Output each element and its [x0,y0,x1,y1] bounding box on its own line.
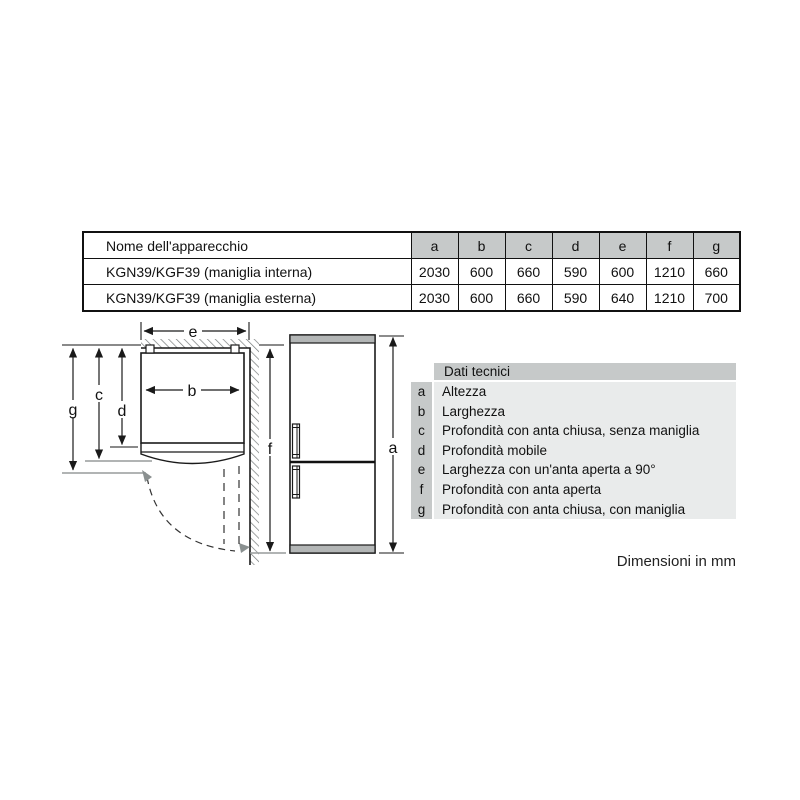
dim-label-a: a [388,440,398,457]
value-cell: 1210 [646,285,693,312]
legend-key: c [411,421,432,441]
legend-item [411,402,736,422]
legend-label: Larghezza [434,402,736,422]
col-header-f: f [646,232,693,259]
value-cell: 1210 [646,259,693,285]
dim-label-d: d [117,403,127,420]
dim-label-c: c [95,387,103,404]
model-name: KGN39/KGF39 (maniglia interna) [83,259,411,285]
legend-item [411,500,736,520]
col-header-a: a [411,232,458,259]
legend-key: a [411,382,432,402]
model-name: KGN39/KGF39 (maniglia esterna) [83,285,411,312]
value-cell: 660 [505,259,552,285]
legend-key: f [411,480,432,500]
legend-item [411,441,736,461]
upper-handle [293,424,300,458]
swing-arrow-start [142,470,152,482]
dim-label-f: f [267,441,273,458]
legend-item [411,460,736,480]
hinge-left [146,345,154,353]
front-view-fridge [290,335,375,553]
col-header-d: d [552,232,599,259]
legend-item [411,421,736,441]
value-cell: 600 [458,259,505,285]
plinth [290,545,375,553]
hinge-right [231,345,239,353]
legend-item [411,382,736,402]
units-caption: Dimensioni in mm [616,553,736,570]
legend-label: Profondità mobile [434,441,736,461]
col-header-g: g [693,232,740,259]
legend-key: e [411,460,432,480]
value-cell: 600 [458,285,505,312]
swing-arrow-end [239,543,250,553]
top-cap [290,335,375,343]
lower-handle [293,466,300,498]
dati-tecnici-legend [411,363,736,519]
dim-label-g: g [68,402,78,419]
legend-label: Larghezza con un'anta aperta a 90° [434,460,736,480]
legend-label: Altezza [434,382,736,402]
legend-key: g [411,500,432,520]
value-cell: 2030 [411,259,458,285]
dim-label-b: b [187,383,197,400]
value-cell: 660 [505,285,552,312]
legend-label: Profondità con anta aperta [434,480,736,500]
value-cell: 640 [599,285,646,312]
table-name-header: Nome dell'apparecchio [83,232,411,259]
top-view-fridge [141,345,244,464]
value-cell: 590 [552,259,599,285]
door-swing [142,466,250,553]
legend-title: Dati tecnici [434,363,736,380]
col-header-c: c [505,232,552,259]
door-swing-arc [147,477,235,551]
col-header-e: e [599,232,646,259]
value-cell: 600 [599,259,646,285]
value-cell: 660 [693,259,740,285]
legend-item [411,480,736,500]
col-header-b: b [458,232,505,259]
door-closed-front [141,443,244,464]
legend-key: b [411,402,432,422]
legend-label: Profondità con anta chiusa, senza maniglia [434,421,736,441]
legend-header [411,363,736,380]
legend-key: d [411,441,432,461]
value-cell: 590 [552,285,599,312]
value-cell: 2030 [411,285,458,312]
legend-label: Profondità con anta chiusa, con maniglia [434,500,736,520]
value-cell: 700 [693,285,740,312]
dim-label-e: e [188,324,198,341]
legend-header-spacer [411,363,432,383]
